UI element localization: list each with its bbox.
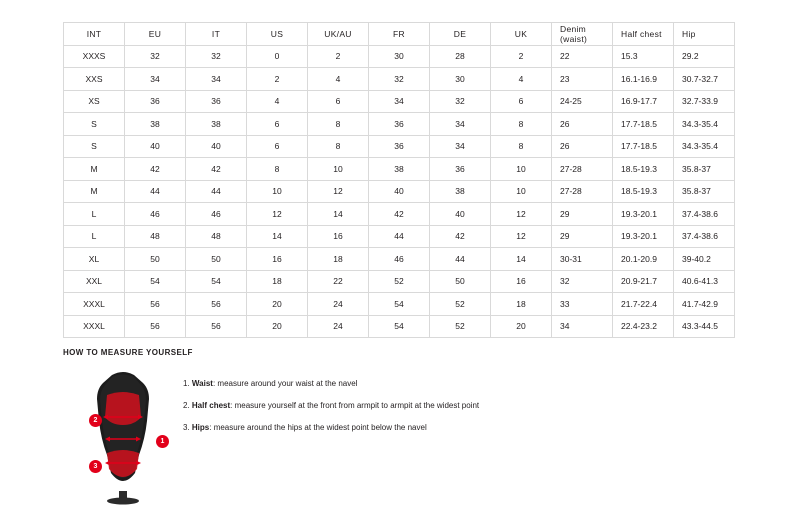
table-cell: 17.7-18.5 — [613, 135, 674, 158]
table-cell: 56 — [186, 315, 247, 338]
table-cell: 23 — [552, 68, 613, 91]
table-cell: 29 — [552, 203, 613, 226]
table-cell: XXL — [64, 270, 125, 293]
table-cell: 22.4-23.2 — [613, 315, 674, 338]
size-chart-head — [64, 23, 735, 46]
table-cell: 52 — [430, 315, 491, 338]
size-chart-table — [63, 22, 735, 338]
table-cell: 24-25 — [552, 90, 613, 113]
table-cell: 48 — [186, 225, 247, 248]
table-row — [64, 90, 735, 113]
table-cell: 6 — [308, 90, 369, 113]
table-cell: XXXS — [64, 45, 125, 68]
table-row — [64, 180, 735, 203]
table-cell: XS — [64, 90, 125, 113]
table-cell: 56 — [125, 315, 186, 338]
table-cell: 10 — [247, 180, 308, 203]
table-cell: 21.7-22.4 — [613, 293, 674, 316]
table-cell: 20 — [491, 315, 552, 338]
table-cell: 33 — [552, 293, 613, 316]
table-cell: 38 — [369, 158, 430, 181]
table-cell: 6 — [247, 135, 308, 158]
table-row — [64, 203, 735, 226]
table-cell: 4 — [308, 68, 369, 91]
table-cell: 38 — [125, 113, 186, 136]
measure-note — [183, 421, 763, 434]
table-cell: 36 — [430, 158, 491, 181]
measure-note — [183, 377, 763, 390]
table-cell: 20.1-20.9 — [613, 248, 674, 271]
table-cell: 2 — [247, 68, 308, 91]
table-header-cell: IT — [186, 23, 247, 46]
table-cell: 12 — [491, 203, 552, 226]
table-cell: 20.9-21.7 — [613, 270, 674, 293]
table-cell: 17.7-18.5 — [613, 113, 674, 136]
table-header-cell: EU — [125, 23, 186, 46]
table-cell: 46 — [369, 248, 430, 271]
table-cell: 50 — [430, 270, 491, 293]
table-cell: 34 — [552, 315, 613, 338]
table-cell: 18.5-19.3 — [613, 158, 674, 181]
table-header-cell: INT — [64, 23, 125, 46]
table-cell: 42 — [430, 225, 491, 248]
table-cell: 54 — [369, 315, 430, 338]
measure-note — [183, 399, 763, 412]
table-cell: 12 — [491, 225, 552, 248]
table-cell: 34 — [125, 68, 186, 91]
table-cell: 6 — [491, 90, 552, 113]
table-header-cell: UK/AU — [308, 23, 369, 46]
table-cell: 29.2 — [674, 45, 735, 68]
mannequin-illustration — [85, 369, 161, 505]
table-cell: 20 — [247, 315, 308, 338]
table-cell: 36 — [369, 113, 430, 136]
table-cell: 4 — [491, 68, 552, 91]
table-cell: 44 — [369, 225, 430, 248]
table-cell: 16.1-16.9 — [613, 68, 674, 91]
table-cell: M — [64, 158, 125, 181]
table-cell: 10 — [491, 180, 552, 203]
table-cell: L — [64, 225, 125, 248]
table-header-cell: DE — [430, 23, 491, 46]
measure-note-text: : measure around your waist at the navel — [212, 379, 358, 388]
how-to-measure-title: HOW TO MEASURE YOURSELF — [63, 348, 193, 357]
table-cell: S — [64, 135, 125, 158]
table-cell: 36 — [125, 90, 186, 113]
table-cell: 48 — [125, 225, 186, 248]
table-cell: 38 — [186, 113, 247, 136]
table-cell: 24 — [308, 315, 369, 338]
table-cell: 19.3-20.1 — [613, 225, 674, 248]
table-cell: 15.3 — [613, 45, 674, 68]
measure-badge-3: 3 — [89, 460, 102, 473]
table-cell: 46 — [186, 203, 247, 226]
table-cell: 26 — [552, 113, 613, 136]
table-cell: 42 — [369, 203, 430, 226]
table-cell: 4 — [247, 90, 308, 113]
mannequin-figure — [63, 365, 183, 505]
table-cell: 2 — [308, 45, 369, 68]
table-cell: 56 — [186, 293, 247, 316]
table-cell: 8 — [308, 113, 369, 136]
table-cell: 27-28 — [552, 180, 613, 203]
table-cell: 32 — [125, 45, 186, 68]
table-cell: XXXL — [64, 293, 125, 316]
table-cell: 56 — [125, 293, 186, 316]
table-cell: 8 — [308, 135, 369, 158]
table-row — [64, 315, 735, 338]
table-cell: 32 — [369, 68, 430, 91]
table-cell: 38 — [430, 180, 491, 203]
table-cell: 37.4-38.6 — [674, 203, 735, 226]
table-cell: 43.3-44.5 — [674, 315, 735, 338]
table-cell: 14 — [491, 248, 552, 271]
table-cell: 16.9-17.7 — [613, 90, 674, 113]
table-cell: 40 — [125, 135, 186, 158]
table-cell: 30 — [430, 68, 491, 91]
measure-note-term: Waist — [191, 379, 213, 388]
table-cell: 52 — [369, 270, 430, 293]
table-cell: 34.3-35.4 — [674, 113, 735, 136]
table-header-cell: Denim (waist) — [552, 23, 613, 46]
table-cell: 18 — [247, 270, 308, 293]
measure-badge-2: 2 — [89, 414, 102, 427]
table-row — [64, 45, 735, 68]
table-row — [64, 293, 735, 316]
table-cell: 34 — [430, 135, 491, 158]
measure-note-term: Half chest — [191, 401, 231, 410]
table-cell: 10 — [491, 158, 552, 181]
table-cell: 36 — [186, 90, 247, 113]
table-cell: 32.7-33.9 — [674, 90, 735, 113]
table-cell: 32 — [552, 270, 613, 293]
table-row — [64, 225, 735, 248]
table-row — [64, 68, 735, 91]
table-cell: 24 — [308, 293, 369, 316]
table-cell: 32 — [430, 90, 491, 113]
table-cell: 8 — [491, 135, 552, 158]
table-cell: 52 — [430, 293, 491, 316]
table-cell: 32 — [186, 45, 247, 68]
table-cell: 18 — [308, 248, 369, 271]
table-cell: 18 — [491, 293, 552, 316]
table-row — [64, 248, 735, 271]
table-cell: 16 — [491, 270, 552, 293]
table-cell: 40.6-41.3 — [674, 270, 735, 293]
table-cell: 14 — [247, 225, 308, 248]
table-cell: 16 — [247, 248, 308, 271]
table-cell: 22 — [308, 270, 369, 293]
table-header-row — [64, 23, 735, 46]
table-cell: 50 — [186, 248, 247, 271]
table-cell: 44 — [125, 180, 186, 203]
table-header-cell: US — [247, 23, 308, 46]
measure-badge-1: 1 — [156, 435, 169, 448]
table-cell: 12 — [247, 203, 308, 226]
table-cell: 0 — [247, 45, 308, 68]
table-cell: 12 — [308, 180, 369, 203]
table-cell: 2 — [491, 45, 552, 68]
table-cell: 40 — [186, 135, 247, 158]
table-cell: 54 — [186, 270, 247, 293]
table-cell: 20 — [247, 293, 308, 316]
table-header-cell: Hip — [674, 23, 735, 46]
table-cell: 10 — [308, 158, 369, 181]
table-cell: XXS — [64, 68, 125, 91]
measure-note-text: : measure around the hips at the widest point below the navel — [209, 423, 427, 432]
measure-note-text: : measure yourself at the front from armpit to armpit at the widest point — [230, 401, 480, 410]
table-row — [64, 270, 735, 293]
table-cell: 8 — [247, 158, 308, 181]
table-cell: 34 — [186, 68, 247, 91]
table-row — [64, 158, 735, 181]
table-cell: 22 — [552, 45, 613, 68]
table-row — [64, 113, 735, 136]
table-cell: 40 — [369, 180, 430, 203]
table-row — [64, 135, 735, 158]
table-cell: 8 — [491, 113, 552, 136]
table-cell: 28 — [430, 45, 491, 68]
table-cell: 44 — [430, 248, 491, 271]
how-to-measure-section — [63, 348, 763, 505]
measure-notes — [183, 365, 763, 443]
table-header-cell: Half chest — [613, 23, 674, 46]
table-cell: 30 — [369, 45, 430, 68]
table-cell: 35.8-37 — [674, 180, 735, 203]
table-cell: 26 — [552, 135, 613, 158]
table-cell: 6 — [247, 113, 308, 136]
table-cell: L — [64, 203, 125, 226]
table-header-cell: FR — [369, 23, 430, 46]
table-header-cell: UK — [491, 23, 552, 46]
table-cell: XXXL — [64, 315, 125, 338]
table-cell: 37.4-38.6 — [674, 225, 735, 248]
table-cell: 29 — [552, 225, 613, 248]
table-cell: 18.5-19.3 — [613, 180, 674, 203]
table-cell: 35.8-37 — [674, 158, 735, 181]
table-cell: 41.7-42.9 — [674, 293, 735, 316]
table-cell: 36 — [369, 135, 430, 158]
size-chart-container — [63, 22, 735, 338]
measure-note-index: 3. — [183, 423, 190, 432]
table-cell: 46 — [125, 203, 186, 226]
table-cell: 40 — [430, 203, 491, 226]
table-cell: 34 — [369, 90, 430, 113]
table-cell: 30.7-32.7 — [674, 68, 735, 91]
table-cell: 54 — [369, 293, 430, 316]
table-cell: 16 — [308, 225, 369, 248]
table-cell: M — [64, 180, 125, 203]
table-cell: XL — [64, 248, 125, 271]
table-cell: 30-31 — [552, 248, 613, 271]
table-cell: 27-28 — [552, 158, 613, 181]
table-cell: 44 — [186, 180, 247, 203]
table-cell: 34.3-35.4 — [674, 135, 735, 158]
table-cell: 19.3-20.1 — [613, 203, 674, 226]
how-to-measure-body — [63, 365, 763, 505]
measure-note-term: Hips — [191, 423, 210, 432]
table-cell: 50 — [125, 248, 186, 271]
table-cell: 14 — [308, 203, 369, 226]
measure-note-index: 1. — [183, 379, 190, 388]
table-cell: 42 — [186, 158, 247, 181]
table-cell: 54 — [125, 270, 186, 293]
table-cell: 34 — [430, 113, 491, 136]
table-cell: 39-40.2 — [674, 248, 735, 271]
table-cell: S — [64, 113, 125, 136]
table-cell: 42 — [125, 158, 186, 181]
size-chart-body — [64, 45, 735, 338]
measure-note-index: 2. — [183, 401, 190, 410]
